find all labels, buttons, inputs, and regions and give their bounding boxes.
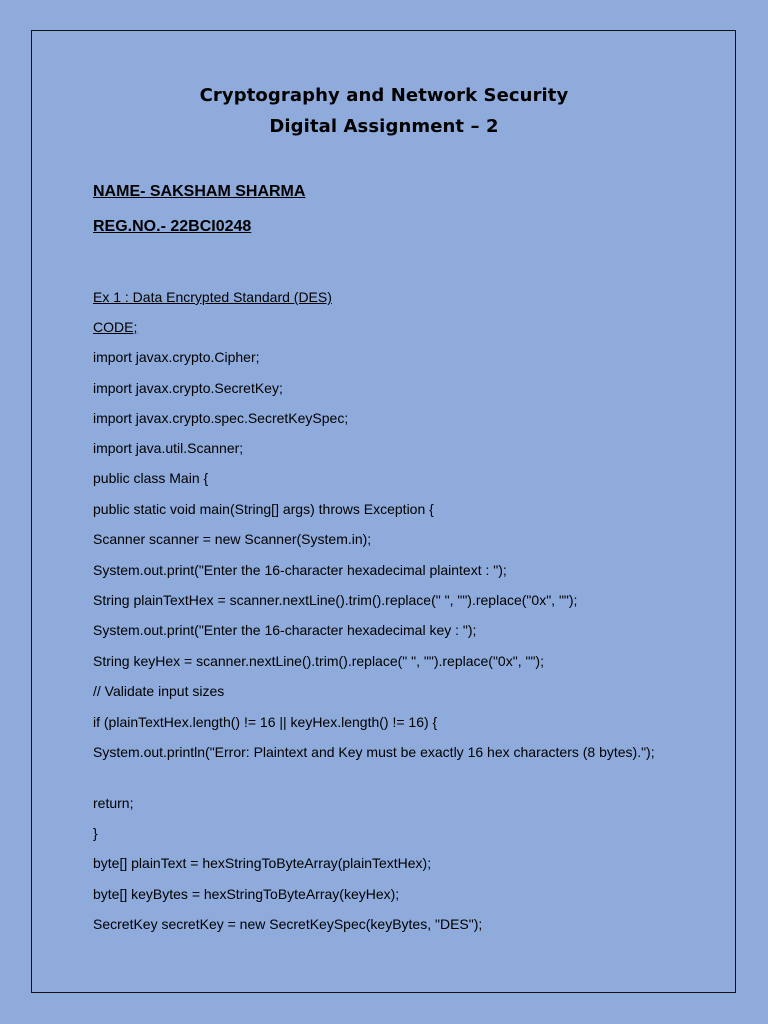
code-line: System.out.print("Enter the 16-character hexadecimal key : "); [93,622,477,638]
code-line: // Validate input sizes [93,683,225,699]
code-line: import javax.crypto.spec.SecretKeySpec; [93,410,349,426]
code-line: public class Main { [93,470,209,486]
code-line: SecretKey secretKey = new SecretKeySpec(keyBytes, "DES"); [93,916,483,932]
code-line: System.out.println("Error: Plaintext and Key must be exactly 16 hex characters (8 bytes)."); [93,744,655,760]
code-line: byte[] plainText = hexStringToByteArray(plainTextHex); [93,855,432,871]
code-line: return; [93,795,134,811]
code-line: import javax.crypto.SecretKey; [93,380,283,396]
registration-number: REG.NO.- 22BCI0248 [93,218,252,235]
code-line: Scanner scanner = new Scanner(System.in); [93,531,372,547]
code-line: String keyHex = scanner.nextLine().trim().replace(" ", "").replace("0x", ""); [93,653,544,669]
code-line: import javax.crypto.Cipher; [93,349,260,365]
document-title: Cryptography and Network Security [199,85,569,106]
student-name: NAME- SAKSHAM SHARMA [93,183,306,200]
code-label: CODE; [93,319,138,335]
code-line: String plainTextHex = scanner.nextLine().trim().replace(" ", "").replace("0x", ""); [93,592,578,608]
code-line: import java.util.Scanner; [93,440,244,456]
code-line: if (plainTextHex.length() != 16 || keyHex.length() != 16) { [93,714,438,730]
code-line: } [93,825,98,841]
section-heading: Ex 1 : Data Encrypted Standard (DES) [93,289,332,305]
document-subtitle: Digital Assignment – 2 [269,116,499,137]
code-line: byte[] keyBytes = hexStringToByteArray(keyHex); [93,886,400,902]
code-line: System.out.print("Enter the 16-character hexadecimal plaintext : "); [93,562,507,578]
code-line: public static void main(String[] args) throws Exception { [93,501,434,517]
